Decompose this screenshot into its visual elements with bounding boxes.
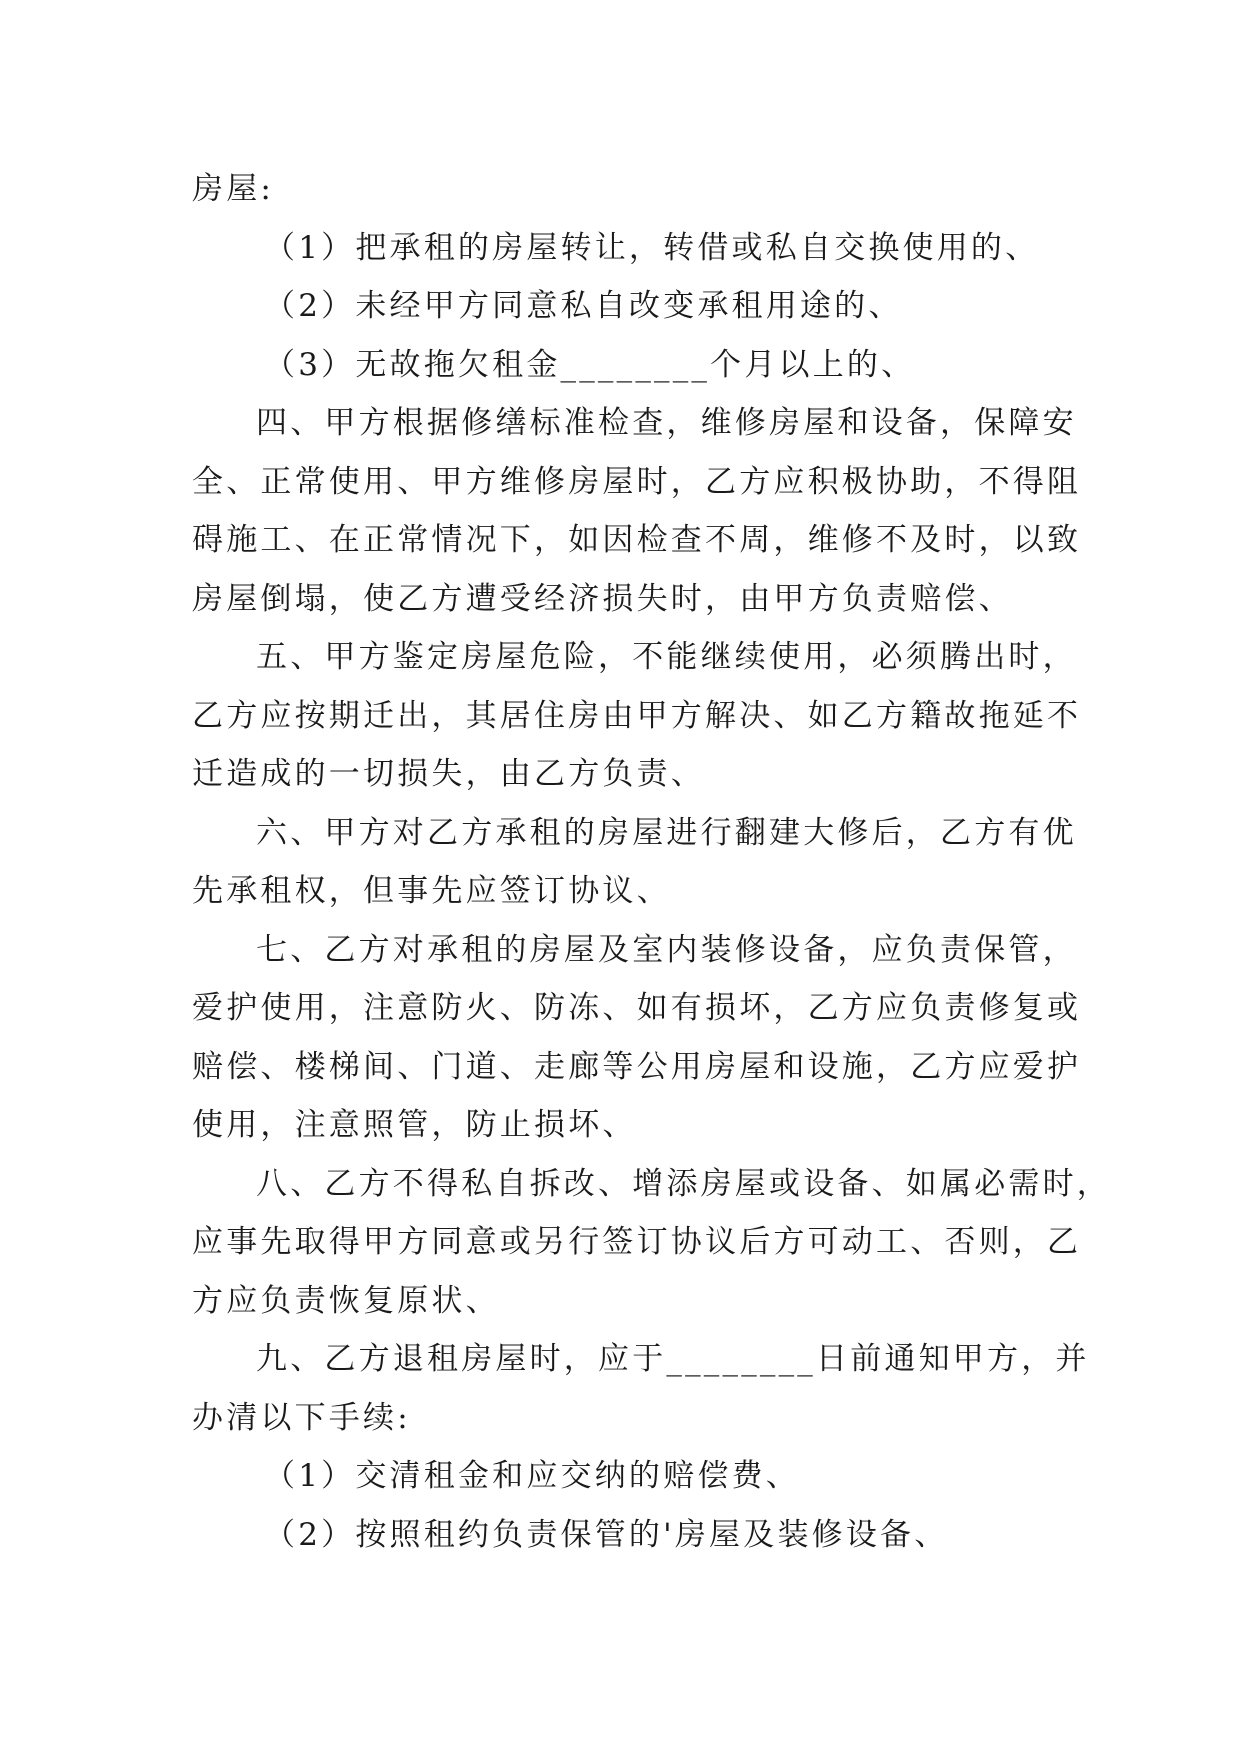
text-line: 九、乙方退租房屋时，应于________日前通知甲方，并 — [256, 1341, 1090, 1377]
text-line: 八、乙方不得私自拆改、增添房屋或设备、如属必需时， — [256, 1165, 1111, 1202]
text-line: 六、甲方对乙方承租的房屋进行翻建大修后，乙方有优 — [256, 814, 1077, 851]
text-line: 应事先取得甲方同意或另行签订协议后方可动工、否则，乙 — [192, 1224, 1082, 1260]
text-line: 房屋: — [192, 171, 275, 207]
contract-body — [192, 160, 1111, 1564]
text-line: 五、甲方鉴定房屋危险，不能继续使用，必须腾出时， — [256, 639, 1077, 675]
text-line: （1）把承租的房屋转让，转借或私自交换使用的、 — [264, 229, 1040, 266]
text-line: （2）未经甲方同意私自改变承租用途的、 — [264, 288, 903, 324]
text-line: （2）按照租约负责保管的'房屋及装修设备、 — [264, 1516, 949, 1553]
text-line: 办清以下手续: — [192, 1399, 411, 1436]
text-line: 赔偿、楼梯间、门道、走廊等公用房屋和设施，乙方应爱护 — [192, 1048, 1082, 1085]
text-line: 先承租权，但事先应签订协议、 — [192, 873, 671, 909]
text-line: 七、乙方对承租的房屋及室内装修设备，应负责保管， — [256, 931, 1077, 968]
text-line: 四、甲方根据修缮标准检查，维修房屋和设备，保障安 — [256, 405, 1077, 441]
text-line: 爱护使用，注意防火、防冻、如有损坏，乙方应负责修复或 — [192, 990, 1082, 1026]
text-line: 乙方应按期迁出，其居住房由甲方解决、如乙方籍故拖延不 — [192, 697, 1082, 734]
text-line: 房屋倒塌，使乙方遭受经济损失时，由甲方负责赔偿、 — [192, 580, 1013, 617]
text-line: （3）无故拖欠租金________个月以上的、 — [264, 346, 916, 383]
text-line: 迁造成的一切损失，由乙方负责、 — [192, 756, 705, 792]
text-line: 使用，注意照管，防止损坏、 — [192, 1107, 637, 1143]
text-line: 方应负责恢复原状、 — [192, 1282, 500, 1319]
text-line: 碍施工、在正常情况下，如因检查不周，维修不及时，以致 — [192, 522, 1082, 558]
text-line: （1）交清租金和应交纳的赔偿费、 — [264, 1458, 800, 1494]
text-line: 全、正常使用、甲方维修房屋时，乙方应积极协助，不得阻 — [192, 463, 1082, 500]
